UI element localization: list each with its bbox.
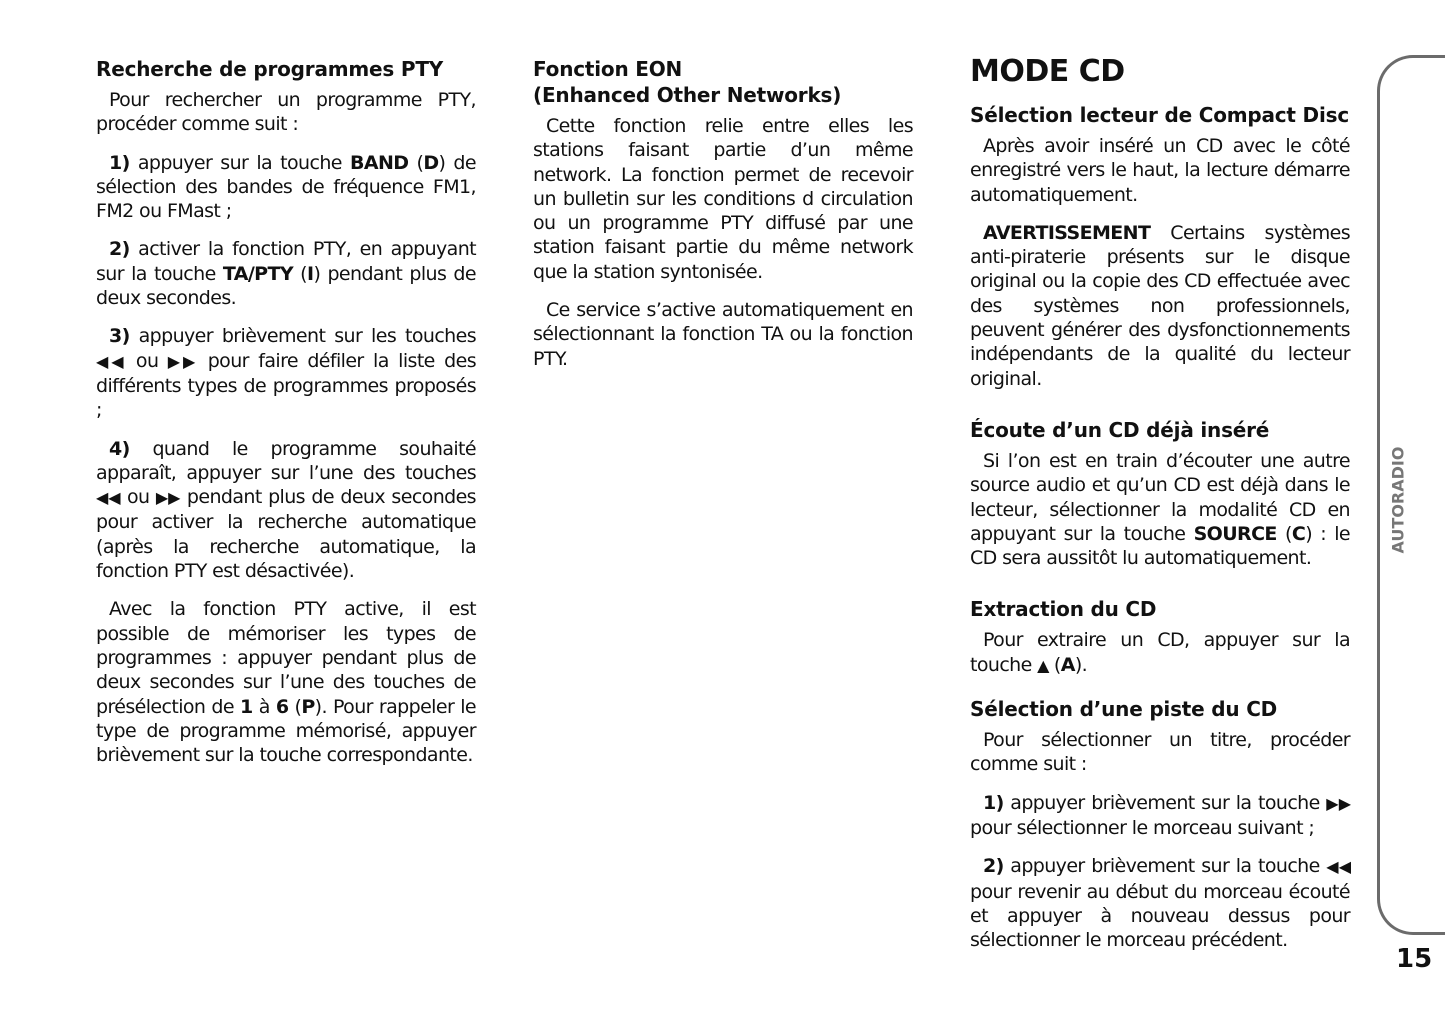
- section-heading-cd-track: Sélection d’une piste du CD: [970, 697, 1278, 722]
- cd-track-step-2: 2) appuyer brièvement sur la touche ◀◀ pour revenir au début du morceau écouté et appuyer à nouveau dessus pour sélectionner le morceau précédent.: [970, 855, 1350, 952]
- fast-forward-icon: ▶▶: [1326, 793, 1350, 813]
- eon-para-2: Ce service s’active automatiquement en sélectionnant la fonction TA ou la fonction PTY.: [533, 299, 913, 370]
- section-heading-cd-listen: Écoute d’un CD déjà inséré: [970, 417, 1270, 442]
- rewind-icon: ◀◀: [1326, 857, 1350, 877]
- pty-memo: Avec la fonction PTY active, il est possible de mémoriser les types de programmes : appuyer pendant plus de deux secondes sur l’une des touches de présélection de 1 à 6 (P). Pour rappeler le type de programme mémorisé, appuyer brièvement sur la touche correspondante.: [96, 598, 476, 767]
- column-right: [970, 56, 1350, 966]
- rewind-icon: ◀◀: [96, 488, 121, 508]
- section-heading-eon: Fonction EON (Enhanced Other Networks): [533, 57, 842, 107]
- section-heading-pty: Recherche de programmes PTY: [96, 57, 444, 81]
- section-heading-cd-eject: Extraction du CD: [970, 597, 1157, 622]
- eon-para-1: Cette fonction relie entre elles les stations faisant partie d’un même network. La fonction permet de recevoir un bulletin sur les conditions d circulation ou un programme PTY diffusé par une station faisant partie du même network que la station syntonisée.: [533, 115, 913, 283]
- eject-icon: ▲: [1037, 655, 1049, 675]
- fast-forward-icon: ▶▶: [155, 488, 181, 508]
- pty-intro: Pour rechercher un programme PTY, procéder comme suit :: [96, 89, 476, 136]
- column-left: [96, 56, 476, 781]
- cd-select-para: Après avoir inséré un CD avec le côté enregistré vers le haut, la lecture démarre automatiquement.: [970, 135, 1350, 206]
- fast-forward-icon: ▶▶: [167, 351, 199, 371]
- pty-step-3: 3) appuyer brièvement sur les touches ◀◀ ou ▶▶ pour faire défiler la liste des différents types de programmes proposés ;: [96, 325, 477, 422]
- side-tab-label: AUTORADIO: [1388, 446, 1408, 554]
- pty-step-2: 2) activer la fonction PTY, en appuyant sur la touche TA/PTY (I) pendant plus de deux secondes.: [96, 238, 476, 310]
- cd-warning: AVERTISSEMENT Certains systèmes anti-piraterie présents sur le disque original ou la copie des CD effectuée avec des systèmes non professionnels, peuvent générer des dysfonctionnements indépendants de la qualité du lecteur original.: [970, 221, 1350, 390]
- cd-track-intro: Pour sélectionner un titre, procéder comme suit :: [970, 729, 1350, 776]
- side-tab-frame: [1377, 55, 1445, 935]
- chapter-title-cd: MODE CD: [970, 54, 1125, 89]
- cd-track-step-1: 1) appuyer brièvement sur la touche ▶▶ pour sélectionner le morceau suivant ;: [970, 791, 1350, 839]
- page-number: 15: [1396, 944, 1433, 974]
- pty-step-1: 1) appuyer sur la touche BAND (D) de sélection des bandes de fréquence FM1, FM2 ou FMast ;: [96, 151, 476, 223]
- rewind-icon: ◀◀: [96, 351, 127, 371]
- pty-step-4: 4) quand le programme souhaité apparaît, appuyer sur l’une des touches ◀◀ ou ▶▶ pendant plus de deux secondes pour activer la recherche automatique (après la recherche automatique, la fonction PTY est désactivée).: [96, 437, 476, 583]
- cd-eject-para: Pour extraire un CD, appuyer sur la touche ▲ (A).: [970, 629, 1350, 676]
- column-middle: [533, 56, 913, 385]
- section-heading-cd-select: Sélection lecteur de Compact Disc: [970, 103, 1349, 127]
- cd-listen-para: Si l’on est en train d’écouter une autre source audio et qu’un CD est déjà dans le lecteur, sélectionner la modalité CD en appuyant sur la touche SOURCE (C) : le CD sera aussitôt lu automatiquement.: [970, 449, 1351, 570]
